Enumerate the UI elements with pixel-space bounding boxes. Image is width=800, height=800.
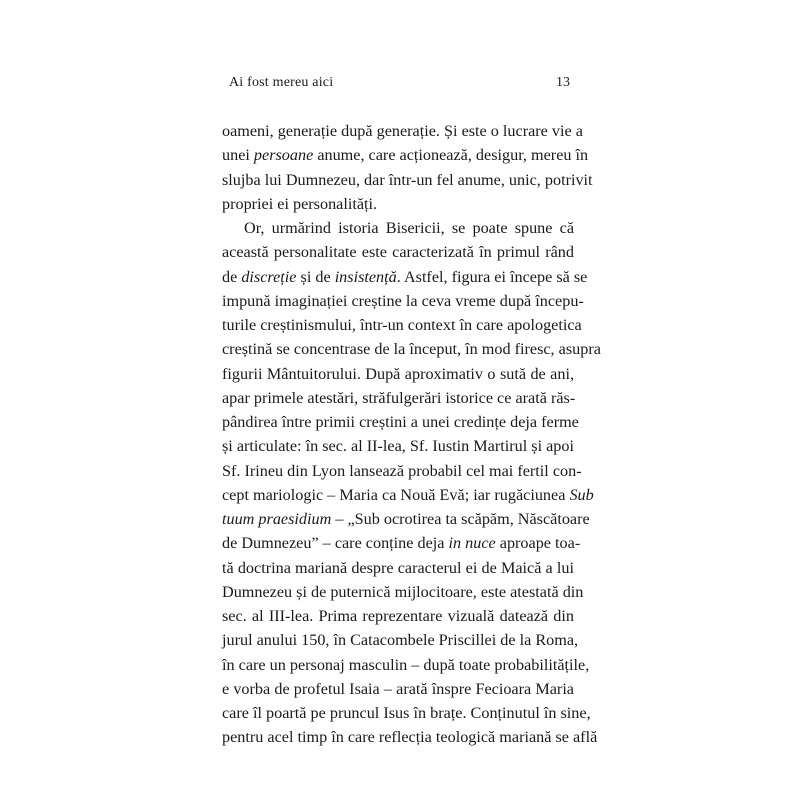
text-line (222, 386, 574, 410)
text-line (222, 677, 574, 701)
text-line (222, 143, 589, 167)
text-segment: . Astfel, figura ei începe să se (396, 267, 588, 286)
text-segment: aproape toa- (495, 534, 581, 553)
italic-text: tuum praesidium (222, 510, 332, 528)
text-segment: turile creștinismului, într-un context în care apologetica (222, 316, 582, 334)
text-line (222, 653, 590, 677)
body-text (222, 119, 601, 750)
text-segment: anume, care acționează, desigur, mereu în (313, 146, 589, 165)
text-line (222, 701, 591, 725)
text-line (222, 434, 574, 458)
text-segment: Or, urmărind istoria Bisericii, se poate spune că (244, 219, 574, 237)
text-line (222, 580, 584, 604)
italic-text: discreție (241, 267, 297, 286)
italic-text: in nuce (448, 534, 496, 553)
text-segment: Sf. Irineu din Lyon lansează probabil cel mai fertil con- (222, 461, 582, 480)
text-segment: de (222, 267, 242, 286)
italic-text: persoane (253, 146, 314, 165)
text-line (222, 410, 579, 434)
text-segment: jurul anului 150, în Catacombele Priscillei de la Roma, (222, 631, 579, 650)
text-line (222, 507, 590, 531)
text-line (222, 725, 598, 749)
text-segment: această personalitate este caracterizată în primul rând (222, 243, 574, 262)
text-segment: impună imaginației creștine la ceva vreme după începu- (222, 291, 584, 310)
text-line (222, 240, 574, 264)
text-segment: pândirea între primii creștini a unei credințe deja ferme (222, 413, 579, 431)
text-line (222, 289, 584, 313)
text-segment: sec. al III-lea. Prima reprezentare vizuală datează din (222, 607, 574, 625)
page-number: 13 (556, 75, 570, 90)
text-segment: în care un personaj masculin – după toate probabilitățile, (222, 655, 590, 674)
text-segment: Dumnezeu și de puternică mijlocitoare, este atestată din (222, 582, 584, 601)
text-line (222, 337, 601, 361)
text-line (222, 628, 579, 652)
running-header (229, 72, 570, 94)
text-segment: pentru acel timp în care reflecția teologică mariană se află (222, 728, 598, 747)
text-segment: apar primele atestări, străfulgerări istorice ce arată răs- (222, 388, 576, 407)
text-line (222, 265, 588, 289)
text-segment: creștină se concentrase de la început, în mod firesc, asupra (222, 340, 601, 359)
text-line (222, 168, 593, 192)
text-segment: slujba lui Dumnezeu, dar într-un fel anume, unic, potrivit (222, 170, 593, 189)
text-line (222, 192, 574, 216)
text-segment: figurii Mântuitorului. După aproximativ o sută de ani, (222, 364, 574, 383)
text-line (222, 119, 583, 143)
italic-text: Sub (569, 485, 594, 504)
text-line (222, 556, 574, 580)
text-line (222, 362, 574, 386)
text-segment: propriei ei personalități. (222, 194, 378, 213)
text-line (222, 604, 574, 628)
text-line (222, 216, 574, 240)
text-segment: și de (296, 267, 335, 286)
text-segment: unei (222, 146, 254, 165)
text-segment: oameni, generație după generație. Și este o lucrare vie a (222, 122, 583, 140)
text-line (222, 531, 581, 555)
text-segment: e vorba de profetul Isaia – arată înspre Fecioara Maria (222, 679, 574, 698)
text-segment: cept mariologic – Maria ca Nouă Evă; iar rugăciunea (222, 485, 570, 504)
text-line (222, 313, 582, 337)
text-segment: – „Sub ocrotirea ta scăpăm, Născătoare (331, 510, 590, 528)
text-line (222, 483, 594, 507)
text-segment: de Dumnezeu” – care conține deja (222, 534, 449, 553)
text-segment: care îl poartă pe pruncul Isus în brațe. Conținutul în sine, (222, 704, 591, 722)
text-segment: și articulate: în sec. al II-lea, Sf. Iustin Martirul și apoi (222, 437, 574, 456)
italic-text: insistență (334, 267, 397, 286)
text-line (222, 459, 582, 483)
running-title: Ai fost mereu aici (229, 75, 334, 90)
text-segment: tă doctrina mariană despre caracterul ei de Maică a lui (222, 558, 574, 577)
